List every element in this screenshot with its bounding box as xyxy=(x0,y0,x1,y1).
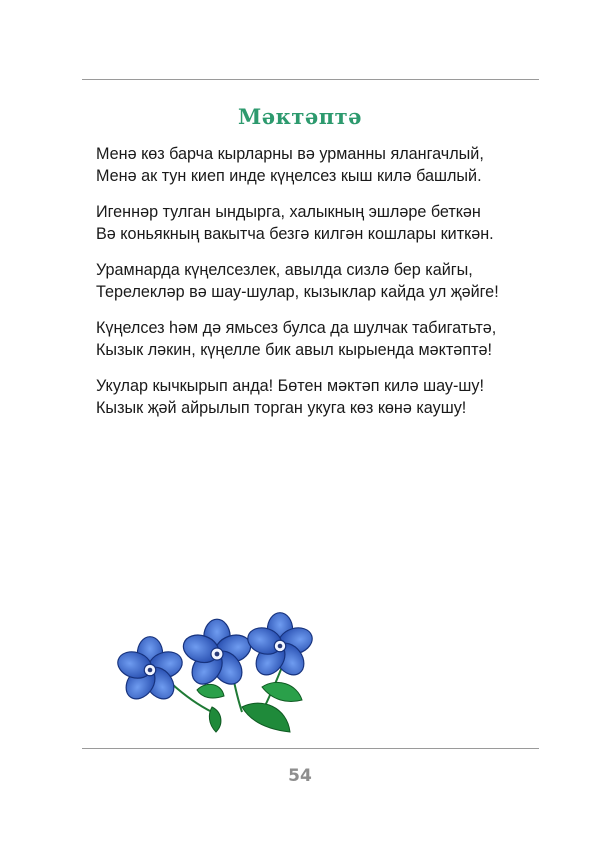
poem-line: Менә көз барча кырларны вә урманны ялангачлый, xyxy=(96,145,484,163)
poem-line: Укулар кычкырып анда! Бөтен мәктәп килә шау-шу! xyxy=(96,377,484,395)
stanza-5 xyxy=(96,375,536,419)
stanza-4 xyxy=(96,317,536,361)
poem-line: Игеннәр тулган ындырга, халыкның эшләре беткән xyxy=(96,203,481,221)
poem-line: Терелекләр вә шау-шулар, кызыклар кайда ул җәйге! xyxy=(96,283,499,301)
stanza-2 xyxy=(96,201,536,245)
poem-line: Урамнарда күңелсезлек, авылда сизлә бер кайгы, xyxy=(96,261,473,279)
stanza-1 xyxy=(96,143,536,187)
poem-line: Кызык ләкин, күңелле бик авыл кырыенда мәктәптә! xyxy=(96,341,492,359)
poem-body xyxy=(96,143,536,433)
stanza-3 xyxy=(96,259,536,303)
poem-title: Мәктәптә xyxy=(238,104,362,129)
bottom-rule xyxy=(82,748,539,749)
poem-line: Кызык җәй айрылып торган укуга көз көнә каушу! xyxy=(96,399,467,417)
blue-flowers-illustration xyxy=(112,612,322,736)
poem-line: Күңелсез һәм дә ямьсез булса да шулчак табигатьтә, xyxy=(96,319,497,337)
top-rule xyxy=(82,79,539,80)
poem-line: Менә ак тун киеп инде күңелсез кыш килә башлый. xyxy=(96,167,482,185)
poem-line: Вә коньякның вакытча безгә килгән кошлары киткән. xyxy=(96,225,494,243)
page-number: 54 xyxy=(288,766,312,786)
